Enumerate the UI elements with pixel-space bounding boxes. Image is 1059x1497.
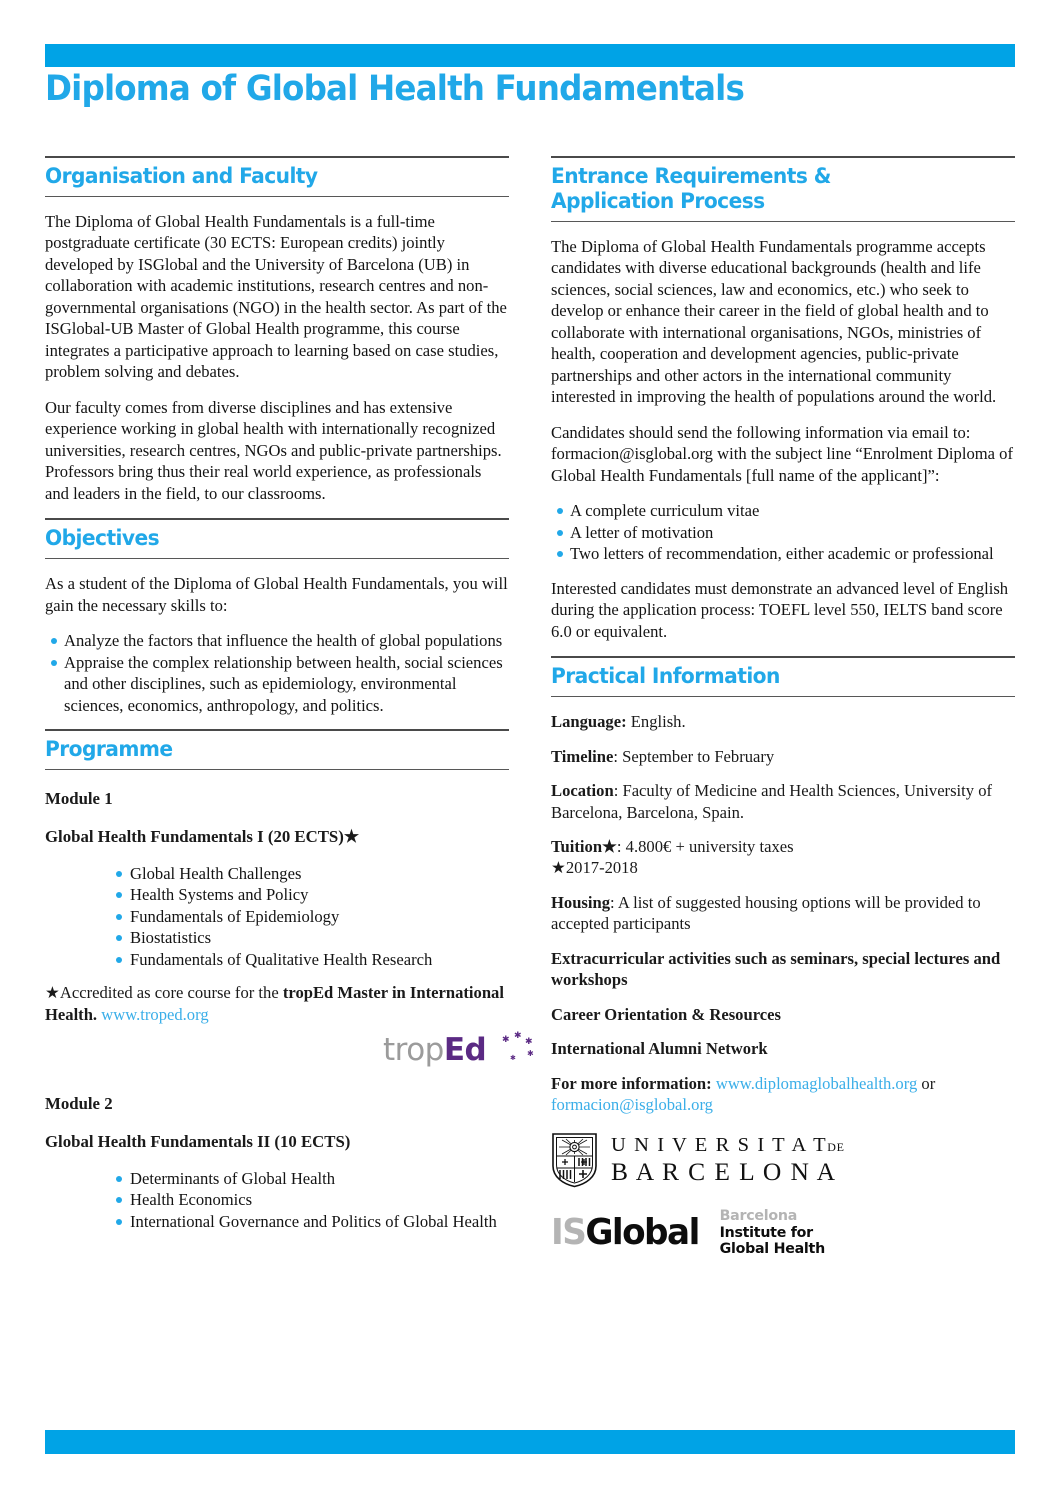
- practical-label: Tuition★: [551, 836, 617, 856]
- section-body-objectives: [45, 559, 509, 716]
- section-heading-entrance-line2: Application Process: [551, 188, 765, 214]
- footer-logos: [551, 1132, 1015, 1258]
- section-body-programme: [45, 770, 534, 1232]
- diploma-website-link[interactable]: www.diplomaglobalhealth.org: [715, 1073, 918, 1093]
- list-item: Health Systems and Policy: [109, 884, 509, 905]
- troped-logo: [45, 1030, 534, 1079]
- ub-wordmark: [611, 1135, 845, 1185]
- practical-value: : A list of suggested housing options will be provided to accepted participants: [551, 892, 981, 934]
- objectives-intro: As a student of the Diploma of Global Health Fundamentals, you will gain the necessary skills to:: [45, 574, 508, 615]
- contact-label: For more information:: [551, 1073, 712, 1093]
- isglobal-is: IS: [551, 1211, 586, 1253]
- ub-line-1: [611, 1135, 845, 1156]
- paragraph: Interested candidates must demonstrate an advanced level of English during the application process: TOEFL level 550, IELTS band score 6.0 or equivalent.: [551, 578, 1009, 641]
- module-2-label: Module 2: [45, 1094, 113, 1114]
- troped-wordmark: [383, 1032, 487, 1069]
- list-item: Global Health Challenges: [109, 863, 509, 884]
- practical-item-alumni-network: International Alumni Network: [551, 1039, 768, 1059]
- contact-email-link[interactable]: formacion@isglobal.org: [551, 1095, 713, 1115]
- list-item: Fundamentals of Epidemiology: [109, 906, 509, 927]
- practical-value: : Faculty of Medicine and Health Sciences, University of Barcelona, Barcelona, Spain.: [551, 781, 993, 822]
- paragraph: Candidates should send the following information via email to: formacion@isglobal.org with the subject line “Enrolment Diploma of Global Health Fundamentals [full name of the applicant]”:: [551, 422, 1013, 485]
- list-item: Fundamentals of Qualitative Health Research: [109, 949, 509, 970]
- objectives-list: [45, 630, 509, 716]
- practical-value: : September to February: [613, 746, 775, 766]
- troped-accreditation-note: [45, 982, 509, 1025]
- list-item: A letter of motivation: [551, 522, 1015, 543]
- ub-line-2: B A R C E L O N A: [611, 1157, 837, 1187]
- practical-label: Timeline: [551, 746, 614, 766]
- accreditation-bold: tropEd Master in International Health.: [45, 983, 504, 1024]
- list-item: Appraise the complex relationship between health, social sciences and other disciplines, such as epidemiology, environmental sciences, economics, anthropology, and politics.: [45, 652, 509, 716]
- section-entrance-requirements: [551, 156, 1015, 642]
- list-item: Health Economics: [109, 1189, 509, 1210]
- isglobal-global-health: Global Health: [719, 1241, 825, 1258]
- application-documents-list: [551, 500, 1015, 564]
- bottom-brand-bar: [45, 1430, 1015, 1454]
- practical-item-tuition: [551, 836, 1015, 879]
- practical-item-career-orientation: Career Orientation & Resources: [551, 1004, 781, 1024]
- section-heading-programme: Programme: [45, 737, 173, 763]
- contact-separator: or: [917, 1073, 936, 1093]
- accreditation-prefix: ★Accredited as core course for the: [45, 983, 283, 1003]
- section-body-organisation: [45, 197, 509, 504]
- practical-item-language: [551, 711, 1015, 732]
- isglobal-tagline: [720, 1208, 825, 1258]
- module-1-title: Global Health Fundamentals I (20 ECTS)★: [45, 826, 359, 846]
- section-organisation-and-faculty: [45, 156, 509, 504]
- troped-website-link[interactable]: www.troped.org: [101, 1004, 209, 1024]
- practical-item-extracurricular: Extracurricular activities such as seminars, special lectures and workshops: [551, 948, 1001, 990]
- isglobal-logo: [551, 1208, 1015, 1258]
- practical-label: Housing: [551, 892, 611, 912]
- practical-label: Location: [551, 781, 614, 801]
- section-programme: [45, 729, 534, 1232]
- practical-item-housing: [551, 892, 1015, 935]
- paragraph: The Diploma of Global Health Fundamentals is a full-time postgraduate certificate (30 ECTS: European credits) jointly developed by ISGlobal and the University of Barcelona (UB) in collaboration with academic institutions, research centres and non-governmental organisations (NGO) in the health sector. As part of the ISGlobal-UB Master of Global Health programme, this course integrates a participative approach to learning based on case studies, problem solving and debates.: [45, 211, 507, 382]
- ub-universitat: U N I V E R S I T A T: [611, 1133, 828, 1156]
- list-item: Determinants of Global Health: [109, 1168, 509, 1189]
- top-brand-bar: [45, 44, 1015, 67]
- practical-value: English.: [626, 712, 686, 732]
- ub-de: DE: [827, 1139, 845, 1154]
- ub-shield-icon: [551, 1132, 598, 1188]
- university-of-barcelona-logo: [551, 1132, 1015, 1188]
- practical-label: Language:: [551, 712, 627, 732]
- isglobal-global: Global: [585, 1211, 699, 1253]
- contact-information: [551, 1073, 1015, 1116]
- module-1-label: Module 1: [45, 789, 113, 809]
- page-title: Diploma of Global Health Fundamentals: [45, 69, 745, 109]
- list-item: Analyze the factors that influence the health of global populations: [45, 630, 509, 651]
- practical-value: : 4.800€ + university taxes: [616, 836, 794, 856]
- list-item: Biostatistics: [109, 927, 509, 948]
- troped-logo-ed: Ed: [443, 1032, 487, 1069]
- list-item: A complete curriculum vitae: [551, 500, 1015, 521]
- list-item: International Governance and Politics of Global Health: [109, 1211, 509, 1232]
- practical-item-location: [551, 780, 1015, 823]
- left-column: [45, 156, 534, 1260]
- isglobal-barcelona: Barcelona: [719, 1207, 798, 1224]
- module-1-course-list: [109, 863, 509, 970]
- isglobal-wordmark: [551, 1211, 699, 1253]
- paragraph: The Diploma of Global Health Fundamentals programme accepts candidates with diverse educational backgrounds (health and life sciences, social sciences, law and economics, etc.) who seek to develop or enhance their career in the field of global health and to collaborate with international organisations, NGOs, ministries of health, cooperation and development agencies, public-private partnerships and other actors in the international community interested in improving the health of populations around the world.: [551, 236, 997, 407]
- practical-item-timeline: [551, 746, 1015, 767]
- section-heading-entrance: [551, 158, 987, 221]
- list-item: Two letters of recommendation, either academic or professional: [551, 543, 1015, 564]
- paragraph: Our faculty comes from diverse disciplines and has extensive experience working in global health with internationally recognized universities, research centres, NGOs and public-private partnerships. Professors bring thus their real world experience, as professionals and leaders in the field, to our classrooms.: [45, 397, 502, 503]
- section-heading-practical: Practical Information: [551, 664, 780, 690]
- isglobal-institute-for: Institute for: [719, 1224, 813, 1241]
- section-heading-entrance-line1: Entrance Requirements &: [551, 164, 831, 189]
- section-body-entrance: [551, 222, 1015, 642]
- right-column: [551, 156, 1015, 1260]
- section-heading-objectives: Objectives: [45, 526, 160, 552]
- troped-logo-trop: trop: [383, 1032, 444, 1069]
- tuition-year-note: ★2017-2018: [551, 858, 638, 878]
- module-2-course-list: [109, 1168, 509, 1232]
- module-2-title: Global Health Fundamentals II (10 ECTS): [45, 1132, 351, 1152]
- content-columns: [45, 156, 1015, 1260]
- troped-stars-icon: ✱ ✱ ✱ ✱ ✱: [502, 1030, 534, 1063]
- section-objectives: [45, 518, 509, 716]
- section-practical-information: [551, 656, 1015, 1258]
- section-body-practical: [551, 697, 1015, 1258]
- section-heading-organisation: Organisation and Faculty: [45, 164, 318, 189]
